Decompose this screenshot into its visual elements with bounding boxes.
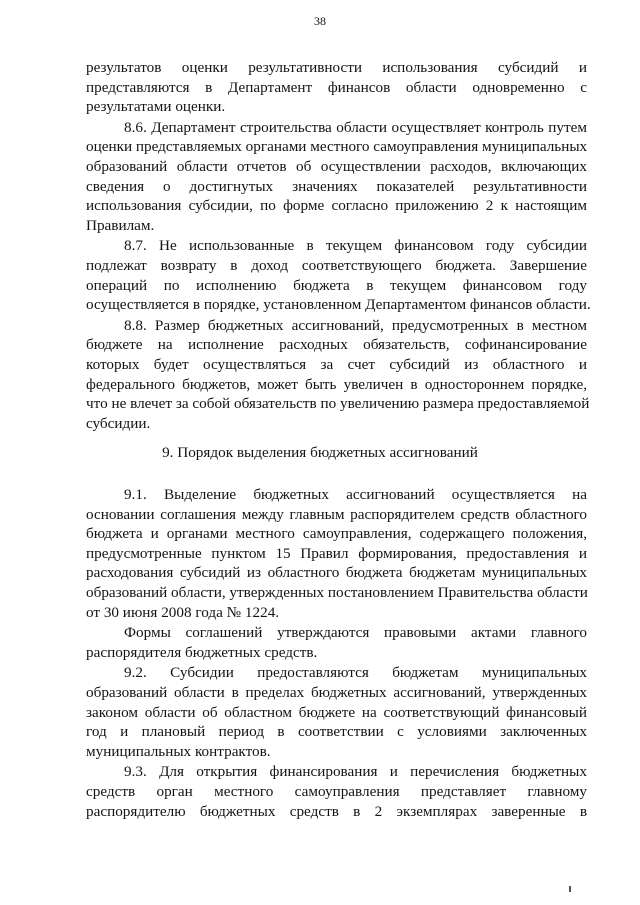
text-line: распорядителя бюджетных средств. xyxy=(86,643,318,661)
text-line: 8.8. Размер бюджетных ассигнований, предусмотренных в местном xyxy=(124,316,587,334)
text-line: предусмотренные пунктом 15 Правил формирования, предоставления и xyxy=(86,544,587,562)
text-line: распорядителю бюджетных средств в 2 экземплярах заверенные в xyxy=(86,802,587,820)
text-line: 9.3. Для открытия финансирования и перечисления бюджетных xyxy=(124,763,587,781)
text-line: основании соглашения между главным распорядителем средств областного xyxy=(86,505,587,523)
text-line: которых будет осуществляться за счет субсидий из областного и xyxy=(86,355,587,373)
paragraph xyxy=(86,485,587,622)
text-line: средств орган местного самоуправления представляет главному xyxy=(86,782,587,800)
text-line: 8.6. Департамент строительства области осуществляет контроль путем xyxy=(124,118,587,136)
text-line: федерального бюджетов, может быть увеличен в одностороннем порядке, xyxy=(86,375,587,393)
text-line: результатов оценки результативности использования субсидий и xyxy=(86,59,587,76)
text-line: образований области, утвержденных постановлением Правительства области xyxy=(86,583,588,601)
paragraph xyxy=(86,623,587,662)
text-line: муниципальных контрактов. xyxy=(86,742,271,760)
text-line: расходования субсидий из областного бюджета бюджетам муниципальных xyxy=(86,564,587,582)
text-line: образований области в пределах бюджетных ассигнований, утвержденных xyxy=(86,683,587,701)
section-heading: 9. Порядок выделения бюджетных ассигнований xyxy=(162,444,478,461)
text-line: от 30 июня 2008 года № 1224. xyxy=(86,603,280,621)
paragraph xyxy=(86,663,587,761)
text-line: образований области отчетов об осуществлении расходов, включающих xyxy=(86,157,587,175)
text-line: субсидии. xyxy=(86,414,151,432)
paragraph xyxy=(86,762,587,821)
bottom-text-block xyxy=(86,485,587,822)
top-text-block xyxy=(86,58,591,434)
text-line: 9.1. Выделение бюджетных ассигнований осуществляется на xyxy=(124,486,587,503)
text-line: Правилам. xyxy=(86,216,155,234)
text-line: сведения о достигнутых значениях показателей результативности xyxy=(86,177,587,195)
page-number: 38 xyxy=(314,14,326,28)
text-line: бюджета и органами местного самоуправления, содержащего положения, xyxy=(86,525,587,543)
paragraph xyxy=(86,316,590,434)
text-line: операций по исполнению бюджета в текущем финансовом году xyxy=(86,276,587,294)
text-line: использования субсидии, по форме согласно приложению 2 к настоящим xyxy=(86,197,587,215)
text-line: результатами оценки. xyxy=(86,98,226,116)
text-line: представляются в Департамент финансов области одновременно с xyxy=(86,78,587,96)
text-line: 8.7. Не использованные в текущем финансовом году субсидии xyxy=(124,237,587,255)
text-line: 9.2. Субсидии предоставляются бюджетам муниципальных xyxy=(124,664,587,682)
text-line: законом области об областном бюджете на соответствующий финансовый xyxy=(86,703,587,721)
scan-mark xyxy=(569,886,571,892)
paragraph xyxy=(86,118,587,236)
text-line: оценки представляемых органами местного самоуправления муниципальных xyxy=(86,138,588,156)
text-line: что не влечет за собой обязательств по увеличению размера предоставляемой xyxy=(86,395,590,413)
text-line: подлежат возврату в доход соответствующего бюджета. Завершение xyxy=(86,256,587,274)
text-line: осуществляется в порядке, установленном Департаментом финансов области. xyxy=(86,296,591,314)
text-line: бюджете на исполнение расходных обязательств, софинансирование xyxy=(86,336,587,354)
text-line: год и плановый период в соответствии с условиями заключенных xyxy=(86,723,587,741)
text-line: Формы соглашений утверждаются правовыми актами главного xyxy=(124,624,587,642)
paragraph xyxy=(86,58,587,117)
paragraph xyxy=(86,236,591,314)
